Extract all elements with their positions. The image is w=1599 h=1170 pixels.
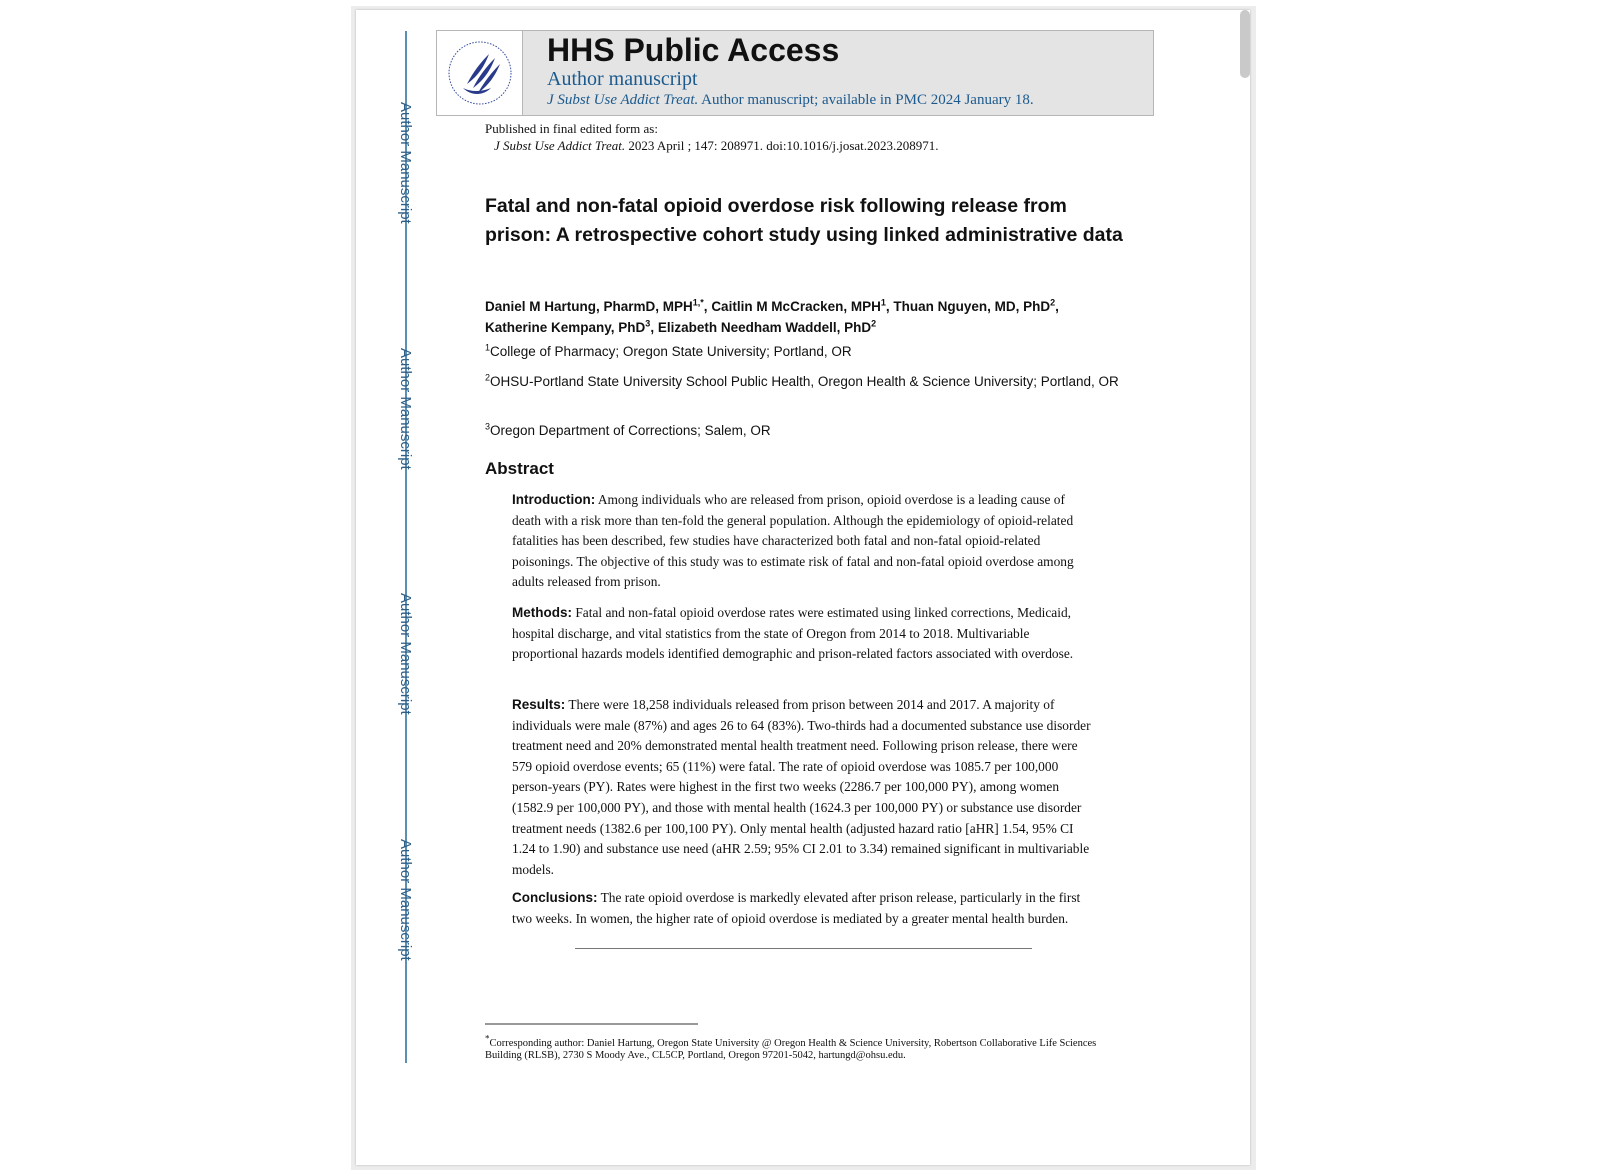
affiliation-text: OHSU-Portland State University School Public Health, Oregon Health & Science University; Portland, OR: [490, 374, 1119, 389]
author-list: [485, 296, 1125, 338]
author-separator: ,: [650, 320, 658, 335]
abstract-section-label: Introduction:: [512, 492, 596, 507]
affiliation-number: 1: [485, 342, 491, 353]
published-label: Published in final edited form as:: [485, 121, 658, 136]
author-separator: ,: [1055, 299, 1059, 314]
abstract-methods: [512, 603, 1092, 665]
banner-journal-line: [547, 92, 1034, 109]
abstract-conclusions: [512, 888, 1092, 929]
side-watermark-label: Author Manuscript: [397, 348, 414, 470]
banner-journal-abbrev: J Subst Use Addict Treat.: [547, 92, 699, 108]
affiliation: [485, 342, 1125, 362]
affiliation-number: 3: [485, 421, 491, 432]
author-affiliation-mark: 3: [645, 318, 651, 329]
abstract-results: [512, 695, 1092, 880]
footnote-text: Corresponding author: Daniel Hartung, Oregon State University @ Oregon Health & Science University, Robertson Collaborative Life Sciences Building (RLSB), 2730 S Moody Ave., CL5CP, Portland, Oregon 97201-5042, hartungd@ohsu.edu.: [485, 1038, 1097, 1061]
author-name: Elizabeth Needham Waddell, PhD: [657, 320, 872, 335]
abstract-section-text: Among individuals who are released from prison, opioid overdose is a leading cause of death with a risk more than ten-fold the general population. Although the epidemiology of opioid-related fatalities has been described, few studies have characterized both fatal and non-fatal opioid-related poisonings. The objective of this study was to estimate risk of fatal and non-fatal opioid overdose among adults released from prison.: [512, 492, 1074, 590]
corresponding-author-footnote: [485, 1033, 1105, 1062]
banner-availability: Author manuscript; available in PMC 2024 January 18.: [698, 92, 1034, 108]
published-citation: [485, 137, 939, 154]
abstract-section-text: The rate opioid overdose is markedly elevated after prison release, particularly in the first two weeks. In women, the higher rate of opioid overdose is mediated by a greater mental health burden.: [512, 890, 1081, 926]
footnote-mark: *: [485, 1033, 490, 1044]
author-affiliation-mark: 1,*: [692, 297, 704, 308]
abstract-section-text: There were 18,258 individuals released from prison between 2014 and 2017. A majority of individuals were male (87%) and ages 26 to 64 (83%). Two-thirds had a documented substance use disorder treatment need and 20% demonstrated mental health treatment need. Following prison release, there were 579 opioid overdose events; 65 (11%) were fatal. The rate of opioid overdose was 1085.7 per 100,000 person-years (PY). Rates were highest in the first two weeks (2286.7 per 100,000 PY), among women (1582.9 per 100,000 PY), and those with mental health (1624.3 per 100,000 PY) or substance use disorder treatment needs (1382.6 per 100,100 PY). Only mental health (adjusted hazard ratio [aHR] 1.54, 95% CI 1.24 to 1.90) and substance use need (aHR 2.59; 95% CI 2.01 to 3.34) remained significant in multivariable models.: [512, 697, 1091, 877]
author-name: Daniel M Hartung, PharmD, MPH: [485, 299, 693, 314]
author-separator: ,: [885, 299, 894, 314]
hhs-logo: [437, 31, 523, 115]
eagle-logo-icon: [445, 38, 515, 108]
published-citation-details: 2023 April ; 147: 208971. doi:10.1016/j.josat.2023.208971.: [625, 138, 939, 153]
author-separator: ,: [703, 299, 712, 314]
author-affiliation-mark: 2: [1050, 297, 1056, 308]
footnote-rule: [485, 1023, 698, 1025]
side-watermark-label: Author Manuscript: [397, 839, 414, 961]
author-name: Caitlin M McCracken, MPH: [711, 299, 881, 314]
affiliation: [485, 421, 1125, 441]
banner-subtitle: Author manuscript: [547, 68, 698, 90]
abstract-heading: Abstract: [485, 459, 554, 478]
author-affiliation-mark: 2: [871, 318, 877, 329]
affiliation-text: College of Pharmacy; Oregon State University; Portland, OR: [490, 344, 852, 359]
abstract-section-label: Methods:: [512, 605, 572, 620]
side-watermark-label: Author Manuscript: [397, 593, 414, 715]
side-watermark-label: Author Manuscript: [397, 102, 414, 224]
published-journal-abbrev: J Subst Use Addict Treat.: [494, 138, 626, 153]
author-name: Katherine Kempany, PhD: [485, 320, 646, 335]
author-name: Thuan Nguyen, MD, PhD: [893, 299, 1051, 314]
abstract-introduction: [512, 490, 1092, 593]
abstract-end-rule: [575, 948, 1032, 949]
vertical-scrollbar[interactable]: [1240, 10, 1250, 78]
abstract-section-text: Fatal and non-fatal opioid overdose rates were estimated using linked corrections, Medicaid, hospital discharge, and vital statistics from the state of Oregon from 2014 to 2018. Multivariable proportional hazards models identified demographic and prison-related factors associated with overdose.: [512, 605, 1074, 662]
affiliation-text: Oregon Department of Corrections; Salem, OR: [490, 423, 771, 438]
affiliation-number: 2: [485, 372, 491, 383]
banner-title: HHS Public Access: [547, 32, 840, 68]
author-affiliation-mark: 1: [880, 297, 886, 308]
paper-title: Fatal and non-fatal opioid overdose risk following release from prison: A retrospective cohort study using linked administrative data: [485, 195, 1123, 246]
abstract-section-label: Conclusions:: [512, 890, 598, 905]
affiliation: [485, 372, 1125, 392]
published-note: [485, 120, 939, 154]
abstract-section-label: Results:: [512, 697, 566, 712]
